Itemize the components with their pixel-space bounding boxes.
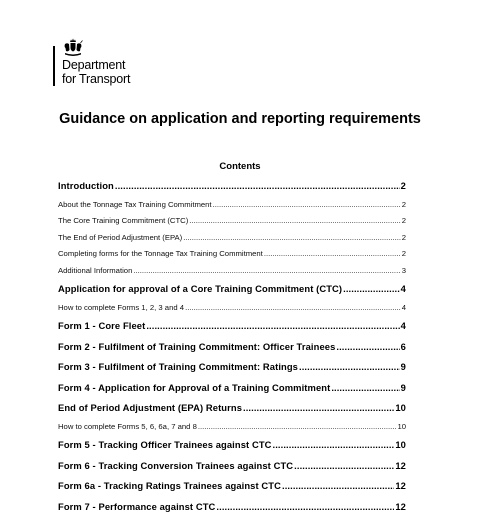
toc-entry-subsection[interactable] — [58, 213, 406, 230]
toc-entry-title: Form 5 - Tracking Officer Trainees against CTC — [58, 435, 272, 456]
toc-leader-dots — [198, 419, 397, 436]
toc-page-number: 10 — [395, 435, 406, 456]
royal-coat-of-arms-icon — [62, 38, 84, 57]
toc-page-number: 4 — [402, 300, 406, 317]
toc-entry-title: The Core Training Commitment (CTC) — [58, 213, 188, 230]
toc-leader-dots — [146, 316, 399, 337]
toc-entry-title: Application for approval of a Core Training Commitment (CTC) — [58, 279, 342, 300]
department-name-line1: Department — [62, 58, 125, 72]
toc-entry-section[interactable] — [58, 176, 406, 197]
toc-leader-dots — [264, 246, 401, 263]
department-logo — [53, 38, 143, 88]
document-title: Guidance on application and reporting requirements — [0, 111, 480, 128]
toc-leader-dots — [133, 263, 400, 280]
toc-entry-section[interactable] — [58, 398, 406, 419]
toc-entry-title: Additional Information — [58, 263, 132, 280]
toc-page-number: 9 — [401, 378, 406, 399]
toc-page-number: 12 — [395, 456, 406, 477]
toc-leader-dots — [299, 357, 400, 378]
toc-entry-section[interactable] — [58, 378, 406, 399]
toc-entry-title: Form 7 - Performance against CTC — [58, 497, 215, 517]
logo-rule — [53, 46, 55, 86]
toc-entry-title: Form 1 - Core Fleet — [58, 316, 145, 337]
toc-entry-section[interactable] — [58, 456, 406, 477]
toc-entry-title: Form 2 - Fulfilment of Training Commitment: Officer Trainees — [58, 337, 335, 358]
toc-entry-section[interactable] — [58, 279, 406, 300]
toc-leader-dots — [115, 176, 400, 197]
toc-entry-title: The End of Period Adjustment (EPA) — [58, 230, 182, 247]
toc-entry-section[interactable] — [58, 357, 406, 378]
toc-page-number: 6 — [401, 337, 406, 358]
toc-page-number: 2 — [402, 197, 406, 214]
toc-page-number: 4 — [401, 279, 406, 300]
toc-leader-dots — [185, 300, 401, 317]
toc-leader-dots — [282, 476, 394, 497]
toc-leader-dots — [336, 337, 399, 358]
toc-entry-title: Introduction — [58, 176, 114, 197]
toc-entry-section[interactable] — [58, 476, 406, 497]
toc-leader-dots — [343, 279, 400, 300]
toc-page-number: 3 — [402, 263, 406, 280]
toc-entry-section[interactable] — [58, 435, 406, 456]
toc-page-number: 4 — [401, 316, 406, 337]
department-name-line2: for Transport — [62, 72, 130, 86]
toc-entry-subsection[interactable] — [58, 246, 406, 263]
toc-page-number: 2 — [402, 230, 406, 247]
toc-page-number: 12 — [395, 497, 406, 517]
toc-page-number: 2 — [402, 246, 406, 263]
toc-entry-title: How to complete Forms 5, 6, 6a, 7 and 8 — [58, 419, 197, 436]
toc-entry-section[interactable] — [58, 497, 406, 517]
toc-leader-dots — [294, 456, 394, 477]
toc-entry-subsection[interactable] — [58, 263, 406, 280]
toc-leader-dots — [183, 230, 401, 247]
toc-leader-dots — [273, 435, 395, 456]
toc-leader-dots — [331, 378, 399, 399]
toc-page-number: 12 — [395, 476, 406, 497]
toc-leader-dots — [189, 213, 400, 230]
toc-page-number: 10 — [397, 419, 406, 436]
toc-entry-subsection[interactable] — [58, 197, 406, 214]
toc-entry-subsection[interactable] — [58, 419, 406, 436]
toc-page-number: 2 — [402, 213, 406, 230]
toc-entry-title: About the Tonnage Tax Training Commitment — [58, 197, 212, 214]
toc-entry-title: Form 6a - Tracking Ratings Trainees against CTC — [58, 476, 281, 497]
toc-entry-title: Completing forms for the Tonnage Tax Training Commitment — [58, 246, 263, 263]
contents-heading: Contents — [0, 161, 480, 172]
toc-page-number: 10 — [395, 398, 406, 419]
toc-page-number: 2 — [401, 176, 406, 197]
toc-leader-dots — [213, 197, 401, 214]
toc-leader-dots — [216, 497, 394, 517]
toc-entry-section[interactable] — [58, 316, 406, 337]
toc-entry-subsection[interactable] — [58, 300, 406, 317]
toc-entry-title: How to complete Forms 1, 2, 3 and 4 — [58, 300, 184, 317]
toc-entry-title: End of Period Adjustment (EPA) Returns — [58, 398, 242, 419]
toc-leader-dots — [243, 398, 394, 419]
toc-entry-title: Form 6 - Tracking Conversion Trainees against CTC — [58, 456, 293, 477]
toc-entry-section[interactable] — [58, 337, 406, 358]
toc-page-number: 9 — [401, 357, 406, 378]
table-of-contents — [58, 176, 406, 517]
toc-entry-title: Form 4 - Application for Approval of a Training Commitment — [58, 378, 330, 399]
toc-entry-subsection[interactable] — [58, 230, 406, 247]
toc-entry-title: Form 3 - Fulfilment of Training Commitment: Ratings — [58, 357, 298, 378]
